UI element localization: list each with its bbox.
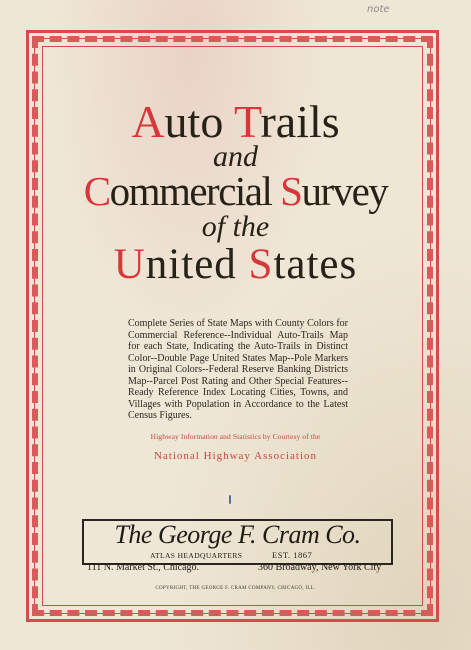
title-line-of-the: of the	[201, 210, 270, 243]
description-paragraph: Complete Series of State Maps with County Colors for Commercial Reference--Individual Auto-Trails Map for each State, Indicating the Auto-Trails in Distinct Color--Double Page United States Map--Pole Markers in Original Colors--Federal Reserve Banking Districts Map--Parcel Post Rating and Other Special Features--Ready Reference Index Locating Cities, Towns, and Villages with Population in Accordance to the Latest Census Figures.	[128, 318, 348, 421]
title-text: tates	[273, 241, 358, 288]
title-cap: A	[131, 96, 165, 147]
address-new-york: 360 Broadway, New York City	[258, 562, 382, 573]
title-text: ommercial	[109, 168, 281, 214]
title-text: rails	[260, 96, 340, 147]
address-chicago: 111 N. Market St., Chicago.	[87, 562, 200, 573]
title-text: uto	[164, 96, 234, 147]
association-name: National Highway Association	[153, 450, 318, 462]
title-cap: S	[248, 241, 274, 288]
title-cap: S	[280, 168, 302, 214]
title-text: urvey	[301, 168, 388, 214]
corner-handwritten-note: note	[367, 4, 390, 15]
ink-mark	[229, 495, 231, 504]
established-year: EST. 1867	[272, 550, 313, 560]
copyright-line: COPYRIGHT, THE GEORGE F. CRAM COMPANY, CHICAGO, ILL.	[155, 586, 316, 591]
credit-line: Highway Information and Statistics by Courtesy of the	[150, 432, 321, 441]
publisher-name: The George F. Cram Co.	[114, 520, 361, 549]
title-text: nited	[145, 241, 249, 288]
title-cap: T	[234, 96, 261, 147]
title-line-united-states	[0, 240, 471, 289]
title-cap: C	[83, 168, 110, 214]
title-line-commercial-survey	[0, 167, 471, 215]
title-cap: U	[113, 241, 146, 288]
atlas-headquarters: ATLAS HEADQUARTERS	[150, 551, 243, 560]
title-line-and: and	[213, 140, 258, 173]
